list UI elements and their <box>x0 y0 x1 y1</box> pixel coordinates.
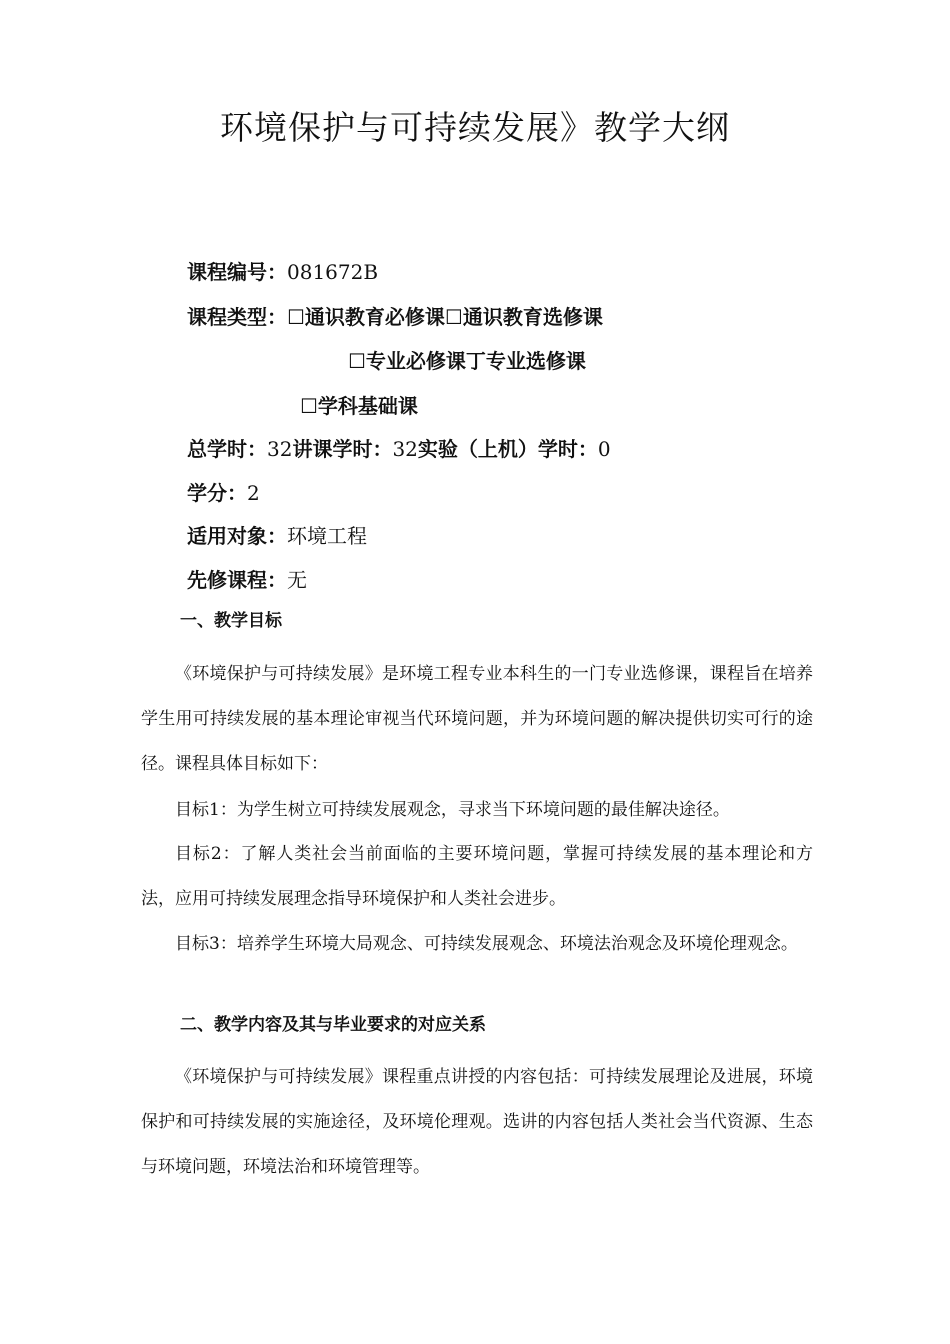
course-type-options-1: ☐通识教育必修课☐通识教育选修课 <box>287 305 603 329</box>
course-code-value: 081672B <box>287 260 379 284</box>
audience-value: 环境工程 <box>287 524 367 548</box>
hours-line <box>187 436 611 462</box>
audience-label: 适用对象： <box>187 524 287 548</box>
total-hours-value: 32 <box>267 437 293 461</box>
prereq-value: 无 <box>287 568 307 592</box>
credits-label: 学分： <box>187 481 247 505</box>
course-code-line <box>187 259 378 285</box>
credits-value: 2 <box>247 481 260 505</box>
section-2-body: 《环境保护与可持续发展》课程重点讲授的内容包括：可持续发展理论及进展，环境保护和可持续发展的实施途径，及环境伦理观。选讲的内容包括人类社会当代资源、生态与环境问题，环境法治和环境管理等。 <box>141 1067 813 1177</box>
course-type-options-3: ☐学科基础课 <box>300 394 418 418</box>
course-type-options-2: ☐专业必修课丁专业选修课 <box>348 349 586 373</box>
course-code-label: 课程编号： <box>187 260 287 284</box>
credits-line <box>187 480 260 506</box>
course-type-line-2 <box>348 348 586 374</box>
section-1-heading: 一、教学目标 <box>180 611 282 631</box>
section-1-intro: 《环境保护与可持续发展》是环境工程专业本科生的一门专业选修课，课程旨在培养学生用可持续发展的基本理论审视当代环境问题，并为环境问题的解决提供切实可行的途径。课程具体目标如下： <box>141 664 813 774</box>
goal-2: 目标2：了解人类社会当前面临的主要环境问题，掌握可持续发展的基本理论和方法，应用可持续发展理念指导环境保护和人类社会进步。 <box>141 844 813 909</box>
prereq-line <box>187 567 307 593</box>
course-type-line-3 <box>300 393 418 419</box>
document-title: 环境保护与可持续发展》教学大纲 <box>220 108 730 147</box>
course-type-label: 课程类型： <box>187 305 287 329</box>
total-hours-label: 总学时： <box>187 437 267 461</box>
lab-hours-label: 实验（上机）学时： <box>417 437 598 461</box>
goal-3: 目标3：培养学生环境大局观念、可持续发展观念、环境法治观念及环境伦理观念。 <box>175 934 798 954</box>
lecture-hours-value: 32 <box>392 437 418 461</box>
audience-line <box>187 523 367 549</box>
course-type-line <box>187 304 603 330</box>
lab-hours-value: 0 <box>597 437 611 461</box>
section-2-heading: 二、教学内容及其与毕业要求的对应关系 <box>180 1015 486 1035</box>
prereq-label: 先修课程： <box>187 568 287 592</box>
goal-1: 目标1：为学生树立可持续发展观念，寻求当下环境问题的最佳解决途径。 <box>175 800 730 820</box>
lecture-hours-label: 讲课学时： <box>292 437 393 461</box>
